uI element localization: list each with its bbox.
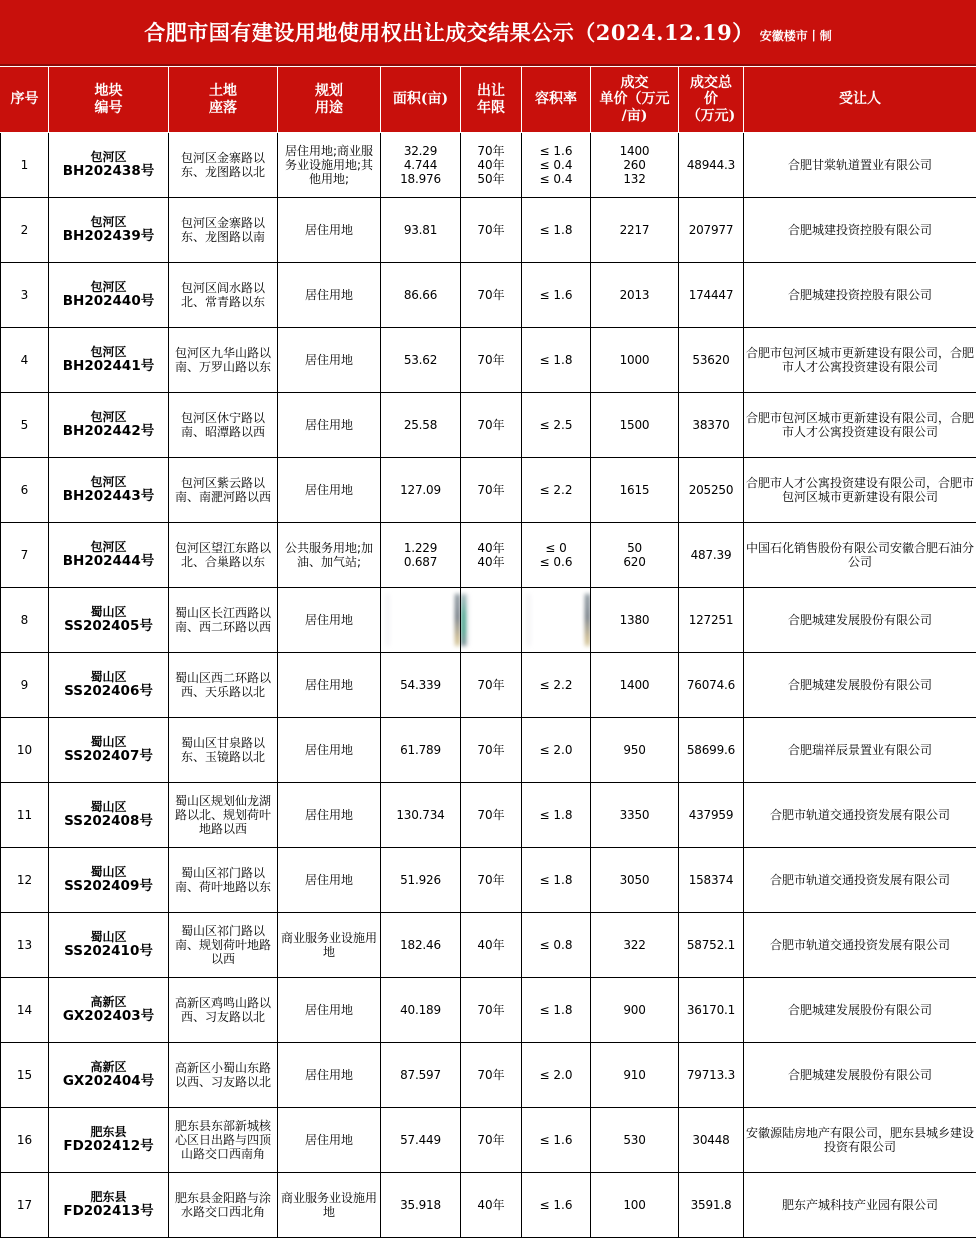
results-table: [0, 66, 976, 1238]
table-row: [1, 978, 976, 1043]
land-location: 高新区鸡鸣山路以西、习友路以北: [169, 978, 278, 1043]
parcel-district: 包河区: [90, 149, 127, 164]
parcel-code: [49, 198, 169, 263]
column-header-line: 规划: [315, 83, 343, 100]
unit-price-line: 1400: [619, 143, 650, 158]
parcel-code: [49, 393, 169, 458]
area-mu: 35.918: [381, 1173, 461, 1238]
row-index: 8: [1, 588, 49, 653]
floor-area-ratio: ≤ 2.5: [522, 393, 591, 458]
land-location: 包河区九华山路以南、万罗山路以东: [169, 328, 278, 393]
planned-use: 居住用地: [278, 653, 381, 718]
blur-smudge: [461, 594, 466, 646]
area-mu: [381, 133, 461, 198]
transfer-years: 40年: [461, 913, 522, 978]
parcel-code: [49, 1043, 169, 1108]
table-row: [1, 458, 976, 523]
parcel-number: BH202439号: [62, 228, 155, 245]
transferee: 中国石化销售股份有限公司安徽合肥石油分公司: [744, 523, 976, 588]
blur-smudge: [385, 594, 390, 646]
floor-area-ratio: ≤ 1.6: [522, 1108, 591, 1173]
parcel-number: BH202444号: [62, 553, 155, 570]
area-mu: 93.81: [381, 198, 461, 263]
parcel-code: [49, 1108, 169, 1173]
floor-area-ratio: ≤ 1.8: [522, 328, 591, 393]
land-location: 肥东县东部新城核心区日出路与四顶山路交口西南角: [169, 1108, 278, 1173]
area-mu: 54.339: [381, 653, 461, 718]
transferee: 合肥市人才公寓投资建设有限公司，合肥市包河区城市更新建设有限公司: [744, 458, 976, 523]
table-row: [1, 328, 976, 393]
total-price: 79713.3: [679, 1043, 744, 1108]
column-header-line: 出让: [477, 83, 505, 100]
table-row: [1, 1043, 976, 1108]
unit-price: 950: [591, 718, 679, 783]
parcel-district: 高新区: [90, 994, 127, 1009]
row-index: 10: [1, 718, 49, 783]
column-header-line: 座落: [209, 99, 237, 116]
row-index: 11: [1, 783, 49, 848]
parcel-code: [49, 458, 169, 523]
parcel-number: SS202410号: [64, 943, 153, 960]
planned-use: 居住用地: [278, 1108, 381, 1173]
area-mu: 25.58: [381, 393, 461, 458]
unit-price: [591, 133, 679, 198]
parcel-code: [49, 328, 169, 393]
planned-use: 居住用地: [278, 848, 381, 913]
parcel-district: 蜀山区: [90, 734, 127, 749]
floor-area-ratio: ≤ 2.2: [522, 458, 591, 523]
parcel-district: 高新区: [90, 1059, 127, 1074]
floor-area-ratio-blurred: [522, 588, 591, 653]
area-mu-line: 18.976: [400, 172, 441, 187]
row-index: 16: [1, 1108, 49, 1173]
column-header-line: 编号: [94, 99, 123, 116]
land-location: 蜀山区西二环路以西、天乐路以北: [169, 653, 278, 718]
planned-use: 公共服务用地;加油、加气站;: [278, 523, 381, 588]
total-price: 487.39: [679, 523, 744, 588]
table-header-row: [1, 67, 976, 133]
planned-use: 居住用地: [278, 978, 381, 1043]
row-index: 13: [1, 913, 49, 978]
unit-price: 1380: [591, 588, 679, 653]
transferee: 合肥城建投资控股有限公司: [744, 263, 976, 328]
table-row: [1, 718, 976, 783]
transfer-years: 70年: [461, 458, 522, 523]
table-row: [1, 783, 976, 848]
total-price: 207977: [679, 198, 744, 263]
parcel-number: SS202406号: [64, 683, 153, 700]
area-mu: 53.62: [381, 328, 461, 393]
parcel-district: 蜀山区: [90, 669, 127, 684]
blur-smudge: [526, 594, 531, 646]
total-price: 437959: [679, 783, 744, 848]
unit-price-line: 620: [623, 555, 646, 569]
title-wrap: [144, 17, 832, 47]
transfer-years: 70年: [461, 978, 522, 1043]
land-location: 包河区金寨路以东、龙图路以南: [169, 198, 278, 263]
area-mu: 61.789: [381, 718, 461, 783]
unit-price: 1000: [591, 328, 679, 393]
land-location: 包河区望江东路以北、合巢路以东: [169, 523, 278, 588]
floor-area-ratio: ≤ 0.8: [522, 913, 591, 978]
transfer-years: 70年: [461, 393, 522, 458]
column-header-line: 年限: [477, 99, 505, 116]
parcel-district: 肥东县: [90, 1189, 127, 1204]
row-index: 12: [1, 848, 49, 913]
transfer-years: 70年: [461, 263, 522, 328]
transfer-years-line: 40年: [477, 540, 505, 555]
transfer-years: 70年: [461, 328, 522, 393]
parcel-code: [49, 978, 169, 1043]
floor-area-ratio: ≤ 2.0: [522, 718, 591, 783]
floor-area-ratio-line: ≤ 0.4: [539, 172, 573, 187]
title-banner: [0, 0, 976, 66]
total-price: 76074.6: [679, 653, 744, 718]
planned-use: 居住用地: [278, 718, 381, 783]
planned-use: 居住用地: [278, 1043, 381, 1108]
table-row: [1, 393, 976, 458]
planned-use: 居住用地: [278, 458, 381, 523]
transferee: 合肥市包河区城市更新建设有限公司，合肥市人才公寓投资建设有限公司: [744, 393, 976, 458]
column-header-line: 土地: [209, 83, 237, 100]
parcel-district: 包河区: [90, 409, 127, 424]
transfer-years: 40年: [461, 1173, 522, 1238]
floor-area-ratio: [522, 133, 591, 198]
area-mu-blurred: [381, 588, 461, 653]
total-price: 3591.8: [679, 1173, 744, 1238]
page-title: 合肥市国有建设用地使用权出让成交结果公示（2024.12.19）: [144, 20, 754, 45]
transferee: 合肥城建发展股份有限公司: [744, 653, 976, 718]
floor-area-ratio-line: ≤ 0.4: [539, 157, 573, 172]
parcel-number: BH202442号: [62, 423, 155, 440]
transferee: 合肥城建发展股份有限公司: [744, 588, 976, 653]
parcel-code: [49, 523, 169, 588]
table-row: [1, 913, 976, 978]
planned-use: 居住用地: [278, 783, 381, 848]
parcel-number: SS202407号: [64, 748, 153, 765]
table-row: [1, 588, 976, 653]
parcel-district: 蜀山区: [90, 864, 127, 879]
row-index: 17: [1, 1173, 49, 1238]
area-mu: 40.189: [381, 978, 461, 1043]
unit-price: 1500: [591, 393, 679, 458]
transfer-years: [461, 523, 522, 588]
transfer-years: 70年: [461, 653, 522, 718]
parcel-code: [49, 133, 169, 198]
parcel-code: [49, 588, 169, 653]
table-body: [1, 133, 976, 1238]
parcel-number: BH202438号: [62, 163, 155, 180]
row-index: 14: [1, 978, 49, 1043]
transferee: 合肥城建发展股份有限公司: [744, 978, 976, 1043]
land-location: 包河区金寨路以东、龙图路以北: [169, 133, 278, 198]
floor-area-ratio-line: ≤ 0.6: [539, 555, 573, 569]
transferee: 合肥城建投资控股有限公司: [744, 198, 976, 263]
parcel-code: [49, 848, 169, 913]
row-index: 6: [1, 458, 49, 523]
planned-use: 居住用地;商业服务业设施用地;其他用地;: [278, 133, 381, 198]
transferee: 合肥城建发展股份有限公司: [744, 1043, 976, 1108]
transferee: 合肥市轨道交通投资发展有限公司: [744, 783, 976, 848]
row-index: 2: [1, 198, 49, 263]
transferee: 合肥市包河区城市更新建设有限公司，合肥市人才公寓投资建设有限公司: [744, 328, 976, 393]
transfer-years-line: 70年: [477, 143, 505, 158]
column-header-idx: [1, 67, 49, 133]
column-header-code: [49, 67, 169, 133]
unit-price: 100: [591, 1173, 679, 1238]
blur-smudge: [585, 594, 590, 646]
parcel-number: SS202408号: [64, 813, 153, 830]
parcel-district: 包河区: [90, 539, 127, 554]
row-index: 5: [1, 393, 49, 458]
land-location: 蜀山区长江西路以南、西二环路以西: [169, 588, 278, 653]
column-header-line: 地块: [94, 83, 123, 100]
land-location: 包河区闾水路以北、常青路以东: [169, 263, 278, 328]
column-header-use: [278, 67, 381, 133]
unit-price-line: 260: [623, 157, 646, 172]
transfer-years-line: 40年: [477, 157, 505, 172]
parcel-number: FD202413号: [63, 1203, 154, 1220]
total-price: 174447: [679, 263, 744, 328]
planned-use: 居住用地: [278, 393, 381, 458]
area-mu-line: 0.687: [403, 555, 438, 569]
unit-price: 910: [591, 1043, 679, 1108]
column-header-line: /亩): [621, 107, 648, 124]
parcel-number: GX202403号: [62, 1008, 155, 1025]
floor-area-ratio: ≤ 1.8: [522, 978, 591, 1043]
total-price: 38370: [679, 393, 744, 458]
land-location: 蜀山区祁门路以南、规划荷叶地路以西: [169, 913, 278, 978]
unit-price: 3350: [591, 783, 679, 848]
area-mu-line: 32.29: [403, 143, 438, 158]
transfer-years-line: 40年: [477, 555, 505, 569]
unit-price-line: 50: [627, 540, 642, 555]
total-price: 36170.1: [679, 978, 744, 1043]
column-header-line: 成交: [620, 75, 649, 92]
row-index: 7: [1, 523, 49, 588]
transferee: 合肥市轨道交通投资发展有限公司: [744, 848, 976, 913]
parcel-number: BH202440号: [62, 293, 155, 310]
planned-use: 商业服务业设施用地: [278, 913, 381, 978]
transferee: 合肥瑞祥辰景置业有限公司: [744, 718, 976, 783]
parcel-number: BH202441号: [62, 358, 155, 375]
parcel-district: 包河区: [90, 474, 127, 489]
land-location: 高新区小蜀山东路以西、习友路以北: [169, 1043, 278, 1108]
floor-area-ratio: ≤ 1.6: [522, 263, 591, 328]
total-price: 205250: [679, 458, 744, 523]
column-header-total: [679, 67, 744, 133]
area-mu: 130.734: [381, 783, 461, 848]
column-header-line: 面积(亩): [392, 91, 449, 108]
total-price: 158374: [679, 848, 744, 913]
column-header-loc: [169, 67, 278, 133]
total-price: 127251: [679, 588, 744, 653]
unit-price: 2217: [591, 198, 679, 263]
unit-price: 1615: [591, 458, 679, 523]
planned-use: 居住用地: [278, 263, 381, 328]
parcel-district: 蜀山区: [90, 799, 127, 814]
parcel-code: [49, 263, 169, 328]
floor-area-ratio: [522, 523, 591, 588]
parcel-district: 包河区: [90, 279, 127, 294]
table-row: [1, 653, 976, 718]
floor-area-ratio-line: ≤ 1.6: [539, 143, 573, 158]
transferee: 合肥甘棠轨道置业有限公司: [744, 133, 976, 198]
blur-smudge: [455, 594, 460, 646]
column-header-buyer: [744, 67, 976, 133]
transfer-years: 70年: [461, 198, 522, 263]
column-header-line: 单价（万元: [599, 91, 670, 108]
parcel-district: 包河区: [90, 344, 127, 359]
transfer-years: 70年: [461, 848, 522, 913]
table-row: [1, 523, 976, 588]
parcel-code: [49, 1173, 169, 1238]
unit-price: 530: [591, 1108, 679, 1173]
area-mu: 182.46: [381, 913, 461, 978]
planned-use: 商业服务业设施用地: [278, 1173, 381, 1238]
floor-area-ratio-line: ≤ 0: [545, 540, 567, 555]
area-mu-line: 4.744: [403, 157, 438, 172]
parcel-code: [49, 783, 169, 848]
row-index: 4: [1, 328, 49, 393]
area-mu: 86.66: [381, 263, 461, 328]
column-header-line: 受让人: [839, 91, 881, 108]
transfer-years-line: 50年: [477, 172, 505, 187]
transfer-years: 70年: [461, 1108, 522, 1173]
table-row: [1, 1108, 976, 1173]
floor-area-ratio: ≤ 2.0: [522, 1043, 591, 1108]
parcel-code: [49, 913, 169, 978]
unit-price: 900: [591, 978, 679, 1043]
transferee: 合肥市轨道交通投资发展有限公司: [744, 913, 976, 978]
parcel-district: 蜀山区: [90, 929, 127, 944]
unit-price: 3050: [591, 848, 679, 913]
column-header-far: [522, 67, 591, 133]
land-location: 蜀山区祁门路以南、荷叶地路以东: [169, 848, 278, 913]
parcel-number: FD202412号: [63, 1138, 154, 1155]
total-price: 58752.1: [679, 913, 744, 978]
table-row: [1, 198, 976, 263]
row-index: 1: [1, 133, 49, 198]
floor-area-ratio: ≤ 2.2: [522, 653, 591, 718]
transfer-years: 70年: [461, 783, 522, 848]
row-index: 3: [1, 263, 49, 328]
table-row: [1, 133, 976, 198]
land-location: 蜀山区甘泉路以东、玉镜路以北: [169, 718, 278, 783]
column-header-line: （万元): [686, 107, 736, 124]
area-mu: 51.926: [381, 848, 461, 913]
row-index: 9: [1, 653, 49, 718]
unit-price-line: 132: [623, 172, 646, 187]
transfer-years-blurred: [461, 588, 522, 653]
column-header-line: 价: [704, 91, 718, 108]
column-header-years: [461, 67, 522, 133]
column-header-line: 用途: [315, 99, 343, 116]
table-row: [1, 263, 976, 328]
area-mu: 127.09: [381, 458, 461, 523]
parcel-number: SS202409号: [64, 878, 153, 895]
floor-area-ratio: ≤ 1.8: [522, 848, 591, 913]
parcel-district: 肥东县: [90, 1124, 127, 1139]
column-header-line: 序号: [10, 91, 39, 108]
planned-use: 居住用地: [278, 588, 381, 653]
parcel-number: BH202443号: [62, 488, 155, 505]
column-header-price: [591, 67, 679, 133]
land-location: 包河区紫云路以南、南淝河路以西: [169, 458, 278, 523]
parcel-code: [49, 718, 169, 783]
floor-area-ratio: ≤ 1.8: [522, 198, 591, 263]
transferee: 安徽源陆房地产有限公司，肥东县城乡建设投资有限公司: [744, 1108, 976, 1173]
title-credit: 安徽楼市丨制: [759, 29, 832, 43]
unit-price: 322: [591, 913, 679, 978]
unit-price: 1400: [591, 653, 679, 718]
total-price: 53620: [679, 328, 744, 393]
column-header-area: [381, 67, 461, 133]
floor-area-ratio: ≤ 1.6: [522, 1173, 591, 1238]
land-location: 肥东县金阳路与涂水路交口西北角: [169, 1173, 278, 1238]
row-index: 15: [1, 1043, 49, 1108]
column-header-line: 容积率: [535, 91, 577, 108]
area-mu: 87.597: [381, 1043, 461, 1108]
area-mu-line: 1.229: [403, 540, 438, 555]
table-row: [1, 848, 976, 913]
total-price: 30448: [679, 1108, 744, 1173]
parcel-number: SS202405号: [64, 618, 153, 635]
area-mu: 57.449: [381, 1108, 461, 1173]
parcel-district: 包河区: [90, 214, 127, 229]
unit-price: [591, 523, 679, 588]
land-location: 包河区休宁路以南、昭潭路以西: [169, 393, 278, 458]
total-price: 58699.6: [679, 718, 744, 783]
transfer-years: [461, 133, 522, 198]
floor-area-ratio: ≤ 1.8: [522, 783, 591, 848]
transfer-years: 70年: [461, 1043, 522, 1108]
area-mu: [381, 523, 461, 588]
land-location: 蜀山区规划仙龙湖路以北、规划荷叶地路以西: [169, 783, 278, 848]
parcel-number: GX202404号: [62, 1073, 155, 1090]
column-header-line: 成交总: [690, 75, 732, 92]
planned-use: 居住用地: [278, 198, 381, 263]
planned-use: 居住用地: [278, 328, 381, 393]
parcel-code: [49, 653, 169, 718]
transfer-years: 70年: [461, 718, 522, 783]
transferee: 肥东产城科技产业园有限公司: [744, 1173, 976, 1238]
total-price: 48944.3: [679, 133, 744, 198]
table-row: [1, 1173, 976, 1238]
parcel-district: 蜀山区: [90, 604, 127, 619]
unit-price: 2013: [591, 263, 679, 328]
